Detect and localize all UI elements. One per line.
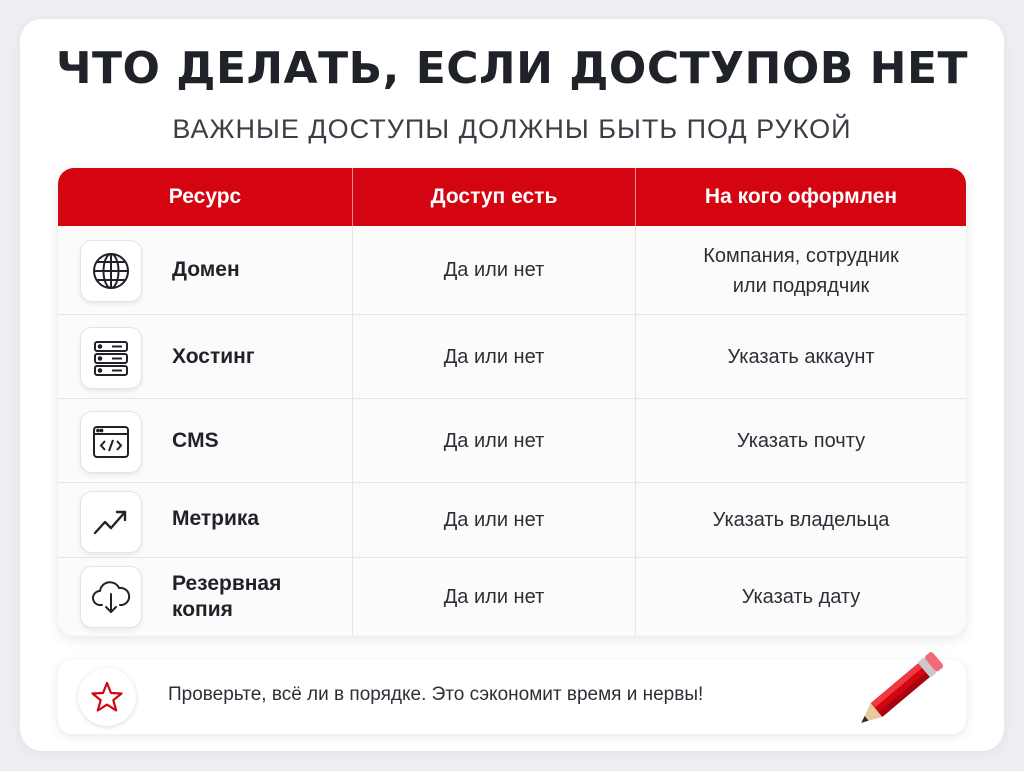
table-row-hosting	[58, 315, 966, 399]
table-row-domain	[58, 226, 966, 315]
access-value: Да или нет	[443, 586, 545, 608]
owner-value: Указать владельца	[712, 509, 890, 531]
header-access: Доступ есть	[430, 185, 558, 208]
owner-line: Компания, сотрудник	[703, 245, 899, 267]
table-row-metrica	[58, 483, 966, 558]
resource-name-line: Резервная	[172, 572, 282, 595]
owner-value	[636, 241, 966, 301]
tip-banner	[58, 660, 966, 734]
table-header	[58, 168, 966, 226]
access-value: Да или нет	[443, 346, 545, 368]
trend-chart-icon	[80, 491, 142, 553]
server-icon	[80, 327, 142, 389]
access-table	[58, 168, 966, 636]
owner-value: Указать дату	[741, 586, 861, 608]
owner-line: или подрядчик	[732, 275, 870, 297]
resource-name: Хостинг	[172, 345, 255, 368]
header-resource: Ресурс	[168, 185, 242, 208]
access-value: Да или нет	[443, 509, 545, 531]
resource-name: CMS	[172, 429, 219, 452]
owner-value: Указать аккаунт	[727, 346, 875, 368]
resource-name	[172, 571, 281, 623]
page-subtitle: ВАЖНЫЕ ДОСТУПЫ ДОЛЖНЫ БЫТЬ ПОД РУКОЙ	[172, 114, 852, 144]
code-window-icon	[80, 411, 142, 473]
access-value: Да или нет	[443, 430, 545, 452]
pencil-icon	[842, 640, 954, 744]
tip-text: Проверьте, всё ли в порядке. Это сэкономит время и нервы!	[168, 684, 704, 705]
resource-name: Домен	[172, 258, 240, 281]
cloud-download-icon	[80, 566, 142, 628]
globe-icon	[80, 240, 142, 302]
resource-name: Метрика	[172, 507, 260, 530]
resource-name-line: копия	[172, 598, 233, 621]
star-icon	[78, 668, 136, 726]
header-owner: На кого оформлен	[704, 185, 898, 208]
access-value: Да или нет	[443, 259, 545, 281]
table-row-backup	[58, 558, 966, 636]
table-row-cms	[58, 399, 966, 483]
owner-value: Указать почту	[736, 430, 866, 452]
page-title: ЧТО ДЕЛАТЬ, ЕСЛИ ДОСТУПОВ НЕТ	[55, 43, 969, 94]
